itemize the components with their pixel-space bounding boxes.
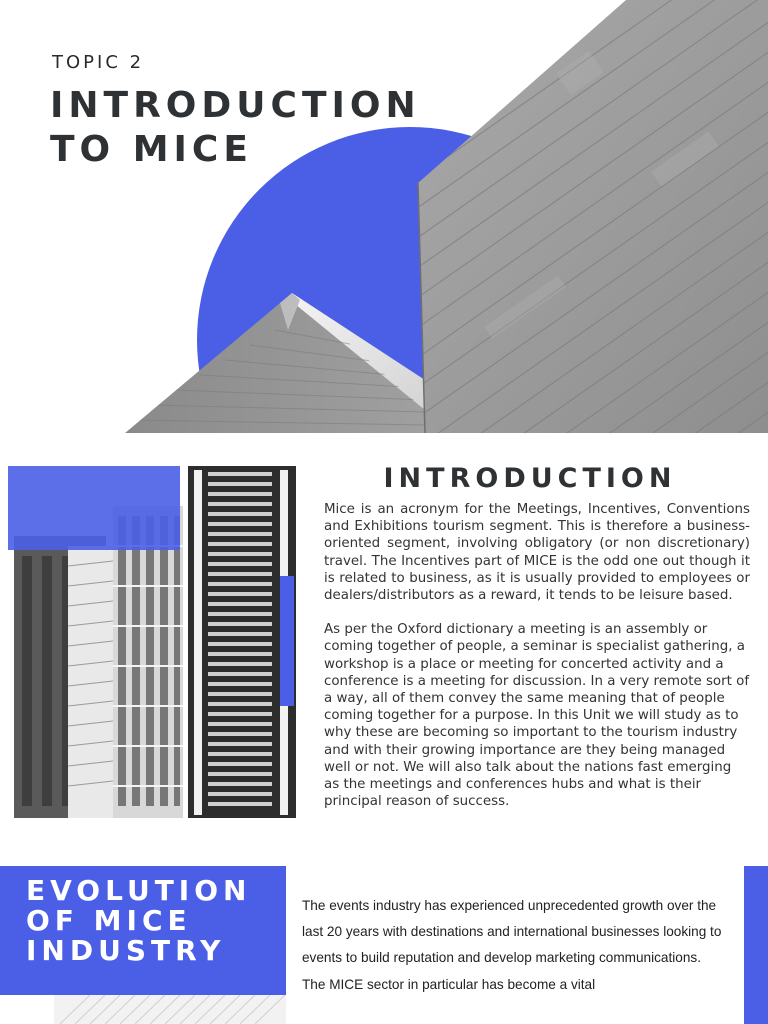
- introduction-paragraph-2: As per the Oxford dictionary a meeting is an assembly or coming together of people, a seminar is specialist gathering, a workshop is a place or meeting for concerted activity and a conference is a meeting for discussion. In a very remote sort of a way, all of them convey the same meaning that of people coming together for a purpose. In this Unit we will study as to why these are becoming so important to the tourism industry and with their growing importance are they being managed well or not. We will also talk about the nations fast emerging as the meetings and conferences hubs and what is their principal reason of success.: [324, 622, 750, 810]
- blue-accent-bar: [280, 576, 294, 706]
- evolution-heading-line-3: INDUSTRY: [26, 934, 226, 967]
- page-title-line-2: TO MICE: [50, 129, 253, 170]
- evolution-heading-line-2: OF MICE: [26, 904, 192, 937]
- evolution-body: [302, 893, 726, 998]
- introduction-paragraph-1: Mice is an acronym for the Meetings, Incentives, Conventions and Exhibitions tourism segment. This is therefore a business-oriented segment, involving obligatory (or non discretionary) travel. The Incentives part of MICE is the odd one out though it is related to business, as it is usually provided to employees or dealers/distributors as a reward, it tends to be leisure based.: [324, 502, 750, 604]
- city-skyscrapers-image: [8, 466, 304, 818]
- evolution-heading-line-1: EVOLUTION: [26, 874, 252, 907]
- evolution-paragraph: The events industry has experienced unprecedented growth over the last 20 years with destinations and international businesses looking to events to build reputation and develop marketing communications. The MICE sector in particular has become a vital: [302, 898, 722, 992]
- blue-overlay-rectangle: [8, 466, 180, 550]
- evolution-heading: [26, 876, 251, 966]
- page-title: [50, 84, 421, 172]
- introduction-body: [324, 501, 750, 810]
- introduction-heading: INTRODUCTION: [383, 463, 677, 494]
- evolution-architecture-image: [0, 995, 286, 1024]
- page-title-line-1: INTRODUCTION: [50, 85, 421, 126]
- right-accent-bar: [744, 866, 768, 1024]
- topic-label: TOPIC 2: [52, 52, 145, 73]
